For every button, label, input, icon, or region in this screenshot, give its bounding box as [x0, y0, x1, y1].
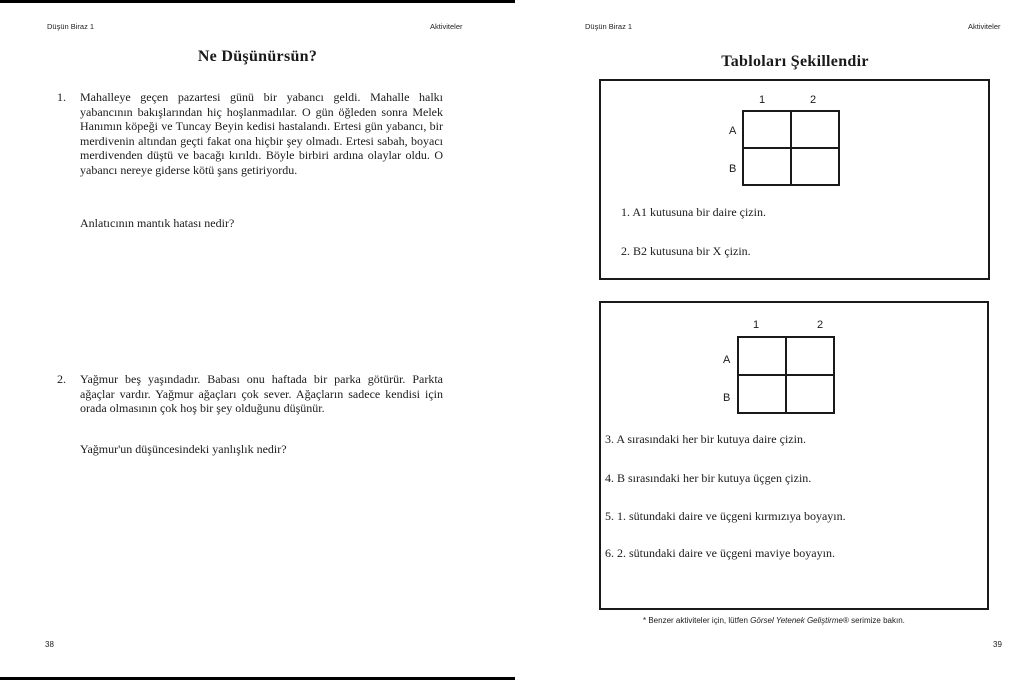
activity-box-1 [599, 79, 990, 280]
grid-column-label: 1 [753, 319, 760, 331]
header-section: Aktiviteler [430, 22, 463, 31]
item-question: Anlatıcının mantık hatası nedir? [80, 216, 235, 230]
grid-column-label: 1 [759, 94, 766, 106]
activity-box-2 [599, 301, 989, 610]
header-book-title: Düşün Biraz 1 [585, 22, 633, 31]
right-page [515, 0, 1030, 680]
header-section: Aktiviteler [968, 22, 1001, 31]
grid-column-label: 2 [810, 94, 817, 106]
top-rule [0, 0, 524, 3]
header-book-title: Düşün Biraz 1 [47, 22, 95, 31]
grid-divider [744, 147, 838, 149]
page-title: Ne Düşünürsün? [197, 48, 318, 65]
instruction: 1. A1 kutusuna bir daire çizin. [621, 205, 766, 219]
item-number: 1. [57, 90, 66, 104]
grid-2x2 [737, 336, 835, 414]
item-number: 2. [57, 372, 66, 386]
footnote-text: * Benzer aktiviteler için, lütfen [643, 616, 751, 625]
page-number: 39 [993, 640, 1002, 649]
grid-row-label: B [723, 392, 731, 404]
item-paragraph: Yağmur beş yaşındadır. Babası onu haftada bir parka götürür. Parkta ağaçlar vardır. Yağmur ağaçları çok sever. Ağaçların sadece kendisi için orada olmasının çok hoş bir şey olduğunu düşünür. [80, 372, 443, 415]
grid-divider [739, 374, 833, 376]
instruction: 5. 1. sütundaki daire ve üçgeni kırmızıya boyayın. [605, 509, 846, 523]
grid-2x2 [742, 110, 840, 186]
footnote [643, 616, 905, 625]
instruction: 6. 2. sütundaki daire ve üçgeni maviye boyayın. [605, 546, 835, 560]
item-paragraph: Mahalleye geçen pazartesi günü bir yabancı geldi. Mahalle halkı yabancının bakışlarından hiç hoşlanmadılar. O gün öğleden sonra Melek Hanımın köpeği ve Tuncay Beyin kedisi hastalandı. Ertesi gün yabancı, bir merdivenin altından geçti fakat ona hiçbir şey olmadı. Ertesi sabah, boyacı merdivenden düştü ve bacağı kırıldı. Böyle birbiri ardına olaylar oldu. O yabancı nereye giderse kötü şans getiriyordu. [80, 90, 443, 177]
footnote-series-name: Görsel Yetenek Geliştirme [750, 616, 843, 625]
instruction: 3. A sırasındaki her bir kutuya daire çizin. [605, 432, 806, 446]
grid-row-label: A [729, 125, 737, 137]
page-number: 38 [45, 640, 54, 649]
instruction: 4. B sırasındaki her bir kutuya üçgen çizin. [605, 471, 812, 485]
item-question: Yağmur'un düşüncesindeki yanlışlık nedir? [80, 442, 287, 456]
page-title: Tabloları Şekillendir [721, 53, 869, 70]
footnote-text-end: ® serimize bakın. [842, 616, 905, 625]
grid-row-label: B [729, 163, 737, 175]
instruction: 2. B2 kutusuna bir X çizin. [621, 244, 751, 258]
grid-row-label: A [723, 354, 731, 366]
grid-column-label: 2 [817, 319, 824, 331]
